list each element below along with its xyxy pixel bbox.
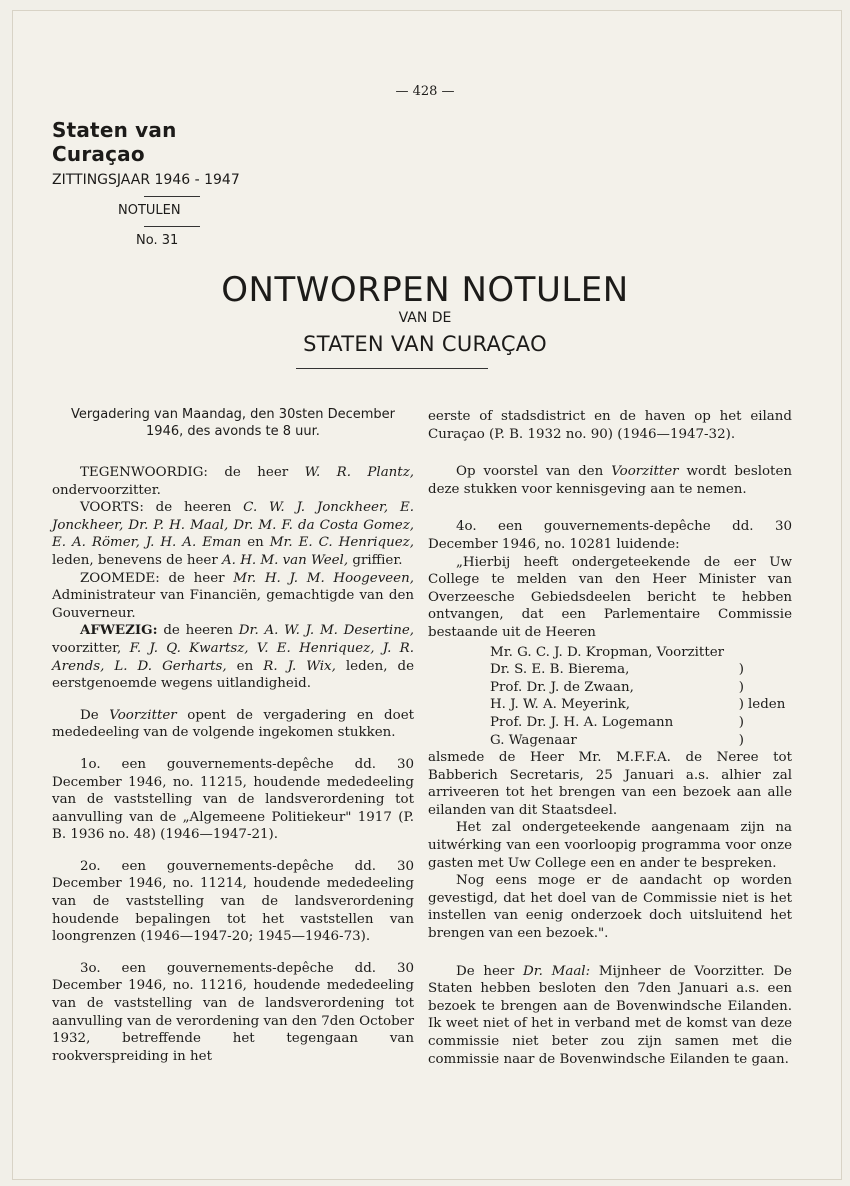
text: griffier. — [348, 552, 403, 568]
quote-paragraph-3: Het zal ondergeteekende aangenaam zijn na uitwérking van een voorloopig programma voor onze gasten met Uw College een en ander te bespreken. — [428, 820, 792, 871]
right-column — [428, 408, 792, 1068]
member-bracket: ) — [738, 662, 744, 678]
role: Voorzitter — [611, 464, 679, 480]
member-name: Prof. Dr. J. H. A. Logemann — [490, 714, 674, 730]
maal-paragraph — [428, 963, 792, 1069]
member-bracket: ) — [738, 732, 744, 748]
left-column — [52, 406, 414, 1065]
label: TEGENWOORDIG: — [80, 465, 208, 480]
member-name: Prof. Dr. J. de Zwaan, — [490, 679, 634, 695]
label: ZOOMEDE: — [80, 570, 160, 586]
member-name: Mr. G. C. J. D. Kropman, Voorzitter — [490, 644, 725, 660]
sub-title: STATEN VAN CURAÇAO — [303, 332, 547, 356]
text: de heeren — [157, 623, 239, 639]
further-paragraph — [52, 499, 414, 569]
label: AFWEZIG: — [80, 622, 158, 639]
text: en — [241, 535, 270, 551]
masthead-rule — [144, 226, 200, 227]
person-name: W. R. Plantz, — [304, 465, 415, 480]
member-row — [490, 696, 792, 714]
quote-paragraph-1: „Hierbij heeft ondergeteekende de eer Uw College te melden van den Heer Minister van Overzeesche Gebiedsdeelen bericht te hebben ontvangen, dat een Parlementaire Commissie bestaande uit de Heeren — [428, 554, 792, 640]
main-title: ONTWORPEN NOTULEN — [221, 270, 629, 310]
person-name: Mr. H. J. M. Hoogeveen, — [233, 570, 414, 586]
member-row — [490, 679, 792, 697]
member-bracket: ) — [738, 679, 744, 695]
absent-paragraph — [52, 622, 414, 692]
quote-paragraph-4: Nog eens moge er de aandacht op worden gevestigd, dat het doel van de Commissie niet is het instellen van eenig onderzoek doch uitsluitend het brengen van een bezoek.". — [428, 873, 792, 942]
meeting-heading: Vergadering van Maandag, den 30sten December 1946, des avonds te 8 uur. — [70, 407, 396, 439]
text: De — [80, 707, 110, 723]
decision-paragraph — [428, 463, 792, 498]
member-role — [744, 661, 792, 679]
text: de heeren — [143, 500, 244, 516]
person-names: C. W. J. Jonckheer, E. Jonckheer, Dr. P. H. Maal, Dr. M. F. da Costa Gomez, E. A. Römer, J. H. A. Eman — [52, 500, 414, 551]
member-name: G. Wagenaar — [490, 732, 577, 748]
masthead-section: NOTULEN — [118, 203, 181, 218]
member-bracket: ) — [738, 714, 744, 730]
member-bracket: ) — [738, 697, 744, 713]
person-names: F. J. Q. Kwartsz, V. E. Henriquez, J. R. Arends, L. D. Gerharts, — [52, 640, 414, 674]
title-rule — [296, 368, 488, 369]
masthead-number: No. 31 — [136, 233, 179, 248]
role: Voorzitter — [109, 707, 177, 723]
text: Op voorstel van den — [456, 464, 612, 480]
title-van-de: VAN DE — [398, 310, 452, 326]
member-role — [744, 644, 792, 662]
item-3: 3o. een gouvernements-depêche dd. 30 December 1946, no. 11216, houdende mededeeling van de vaststelling van de landsverordening tot aanvulling van de verordening van den 7den October 1932, betreffende het tegengaan van rookverspreiding in het — [52, 960, 414, 1064]
member-name: Dr. S. E. B. Bierema, — [490, 662, 630, 678]
member-role — [744, 714, 792, 732]
member-role — [744, 679, 792, 697]
member-row — [490, 732, 792, 750]
text: leden, de eerstgenoemde wegens uitlandigheid. — [52, 658, 415, 692]
masthead-session: ZITTINGSJAAR 1946 - 1947 — [52, 172, 240, 188]
text: voorzitter, — [52, 640, 130, 656]
chair-paragraph — [52, 707, 414, 742]
item-4: 4o. een gouvernements-depêche dd. 30 December 1946, no. 10281 luidende: — [428, 519, 792, 552]
text: wordt besloten deze stukken voor kennisgeving aan te nemen. — [428, 464, 792, 497]
commission-members — [490, 644, 792, 750]
text: de heer — [159, 570, 234, 586]
member-role — [744, 732, 792, 750]
text: leden, benevens de heer — [52, 552, 223, 568]
person-name: A. H. M. van Weel, — [222, 552, 349, 568]
member-role: leden — [748, 697, 786, 713]
item-3-continued: eerste of stadsdistrict en de haven op het eiland Curaçao (P. B. 1932 no. 90) (1946—1947-32). — [428, 409, 792, 442]
member-row — [490, 644, 792, 662]
member-bracket — [732, 644, 744, 662]
quote-paragraph-2: alsmede de Heer Mr. M.F.F.A. de Neree tot Babberich Secretaris, 25 Januari a.s. alhier zal arriveeren tot het brengen van een bezoek aan alle eilanden van dit Staatsdeel. — [428, 750, 792, 818]
masthead-title: Staten van Curaçao — [52, 118, 177, 166]
masthead — [52, 118, 272, 248]
text: Administrateur van Financiën, gemachtigde van den Gouverneur. — [52, 588, 414, 621]
page-number: — 428 — — [395, 84, 455, 99]
member-row — [490, 714, 792, 732]
speaker-name: Dr. Maal: — [522, 963, 591, 979]
text: de heer — [207, 465, 305, 480]
person-name: R. J. Wix, — [263, 658, 336, 674]
text: en — [226, 658, 264, 674]
present-paragraph — [52, 464, 414, 499]
text: De heer — [456, 963, 523, 979]
text: opent de vergadering en doet mededeeling van de volgende ingekomen stukken. — [52, 707, 415, 741]
member-row — [490, 661, 792, 679]
person-name: Dr. A. W. J. M. Desertine, — [238, 623, 414, 639]
item-2: 2o. een gouvernements-depêche dd. 30 December 1946, no. 11214, houdende mededeeling van de vaststelling van de landsverordening houdende bepalingen tot het vaststellen van loongrenzen (1946—1947-20; 1945—1946-73). — [52, 858, 414, 945]
label: VOORTS: — [80, 500, 144, 516]
item-1: 1o. een gouvernements-depêche dd. 30 December 1946, no. 11215, houdende mededeeling van de vaststelling van de landsverordening tot aanvulling van de „Algemeene Politiekeur" 1917 (P. B. 1936 no. 48) (1946—1947-21). — [52, 756, 414, 843]
member-name: H. J. W. A. Meyerink, — [490, 697, 630, 713]
text: Mijnheer de Voorzitter. De Staten hebben besloten den 7den Januari a.s. een bezoek te brengen aan de Bovenwindsche Eilanden. Ik weet niet of het in verband met de komst van deze commissie niet beter zou zijn samen met die commissie naar de Bovenwindsche Eilanden te gaan. — [428, 963, 792, 1067]
also-paragraph — [52, 570, 414, 623]
person-names: Mr. E. C. Henriquez, — [269, 535, 414, 551]
text: ondervoorzitter. — [52, 482, 161, 498]
masthead-rule — [144, 196, 200, 197]
